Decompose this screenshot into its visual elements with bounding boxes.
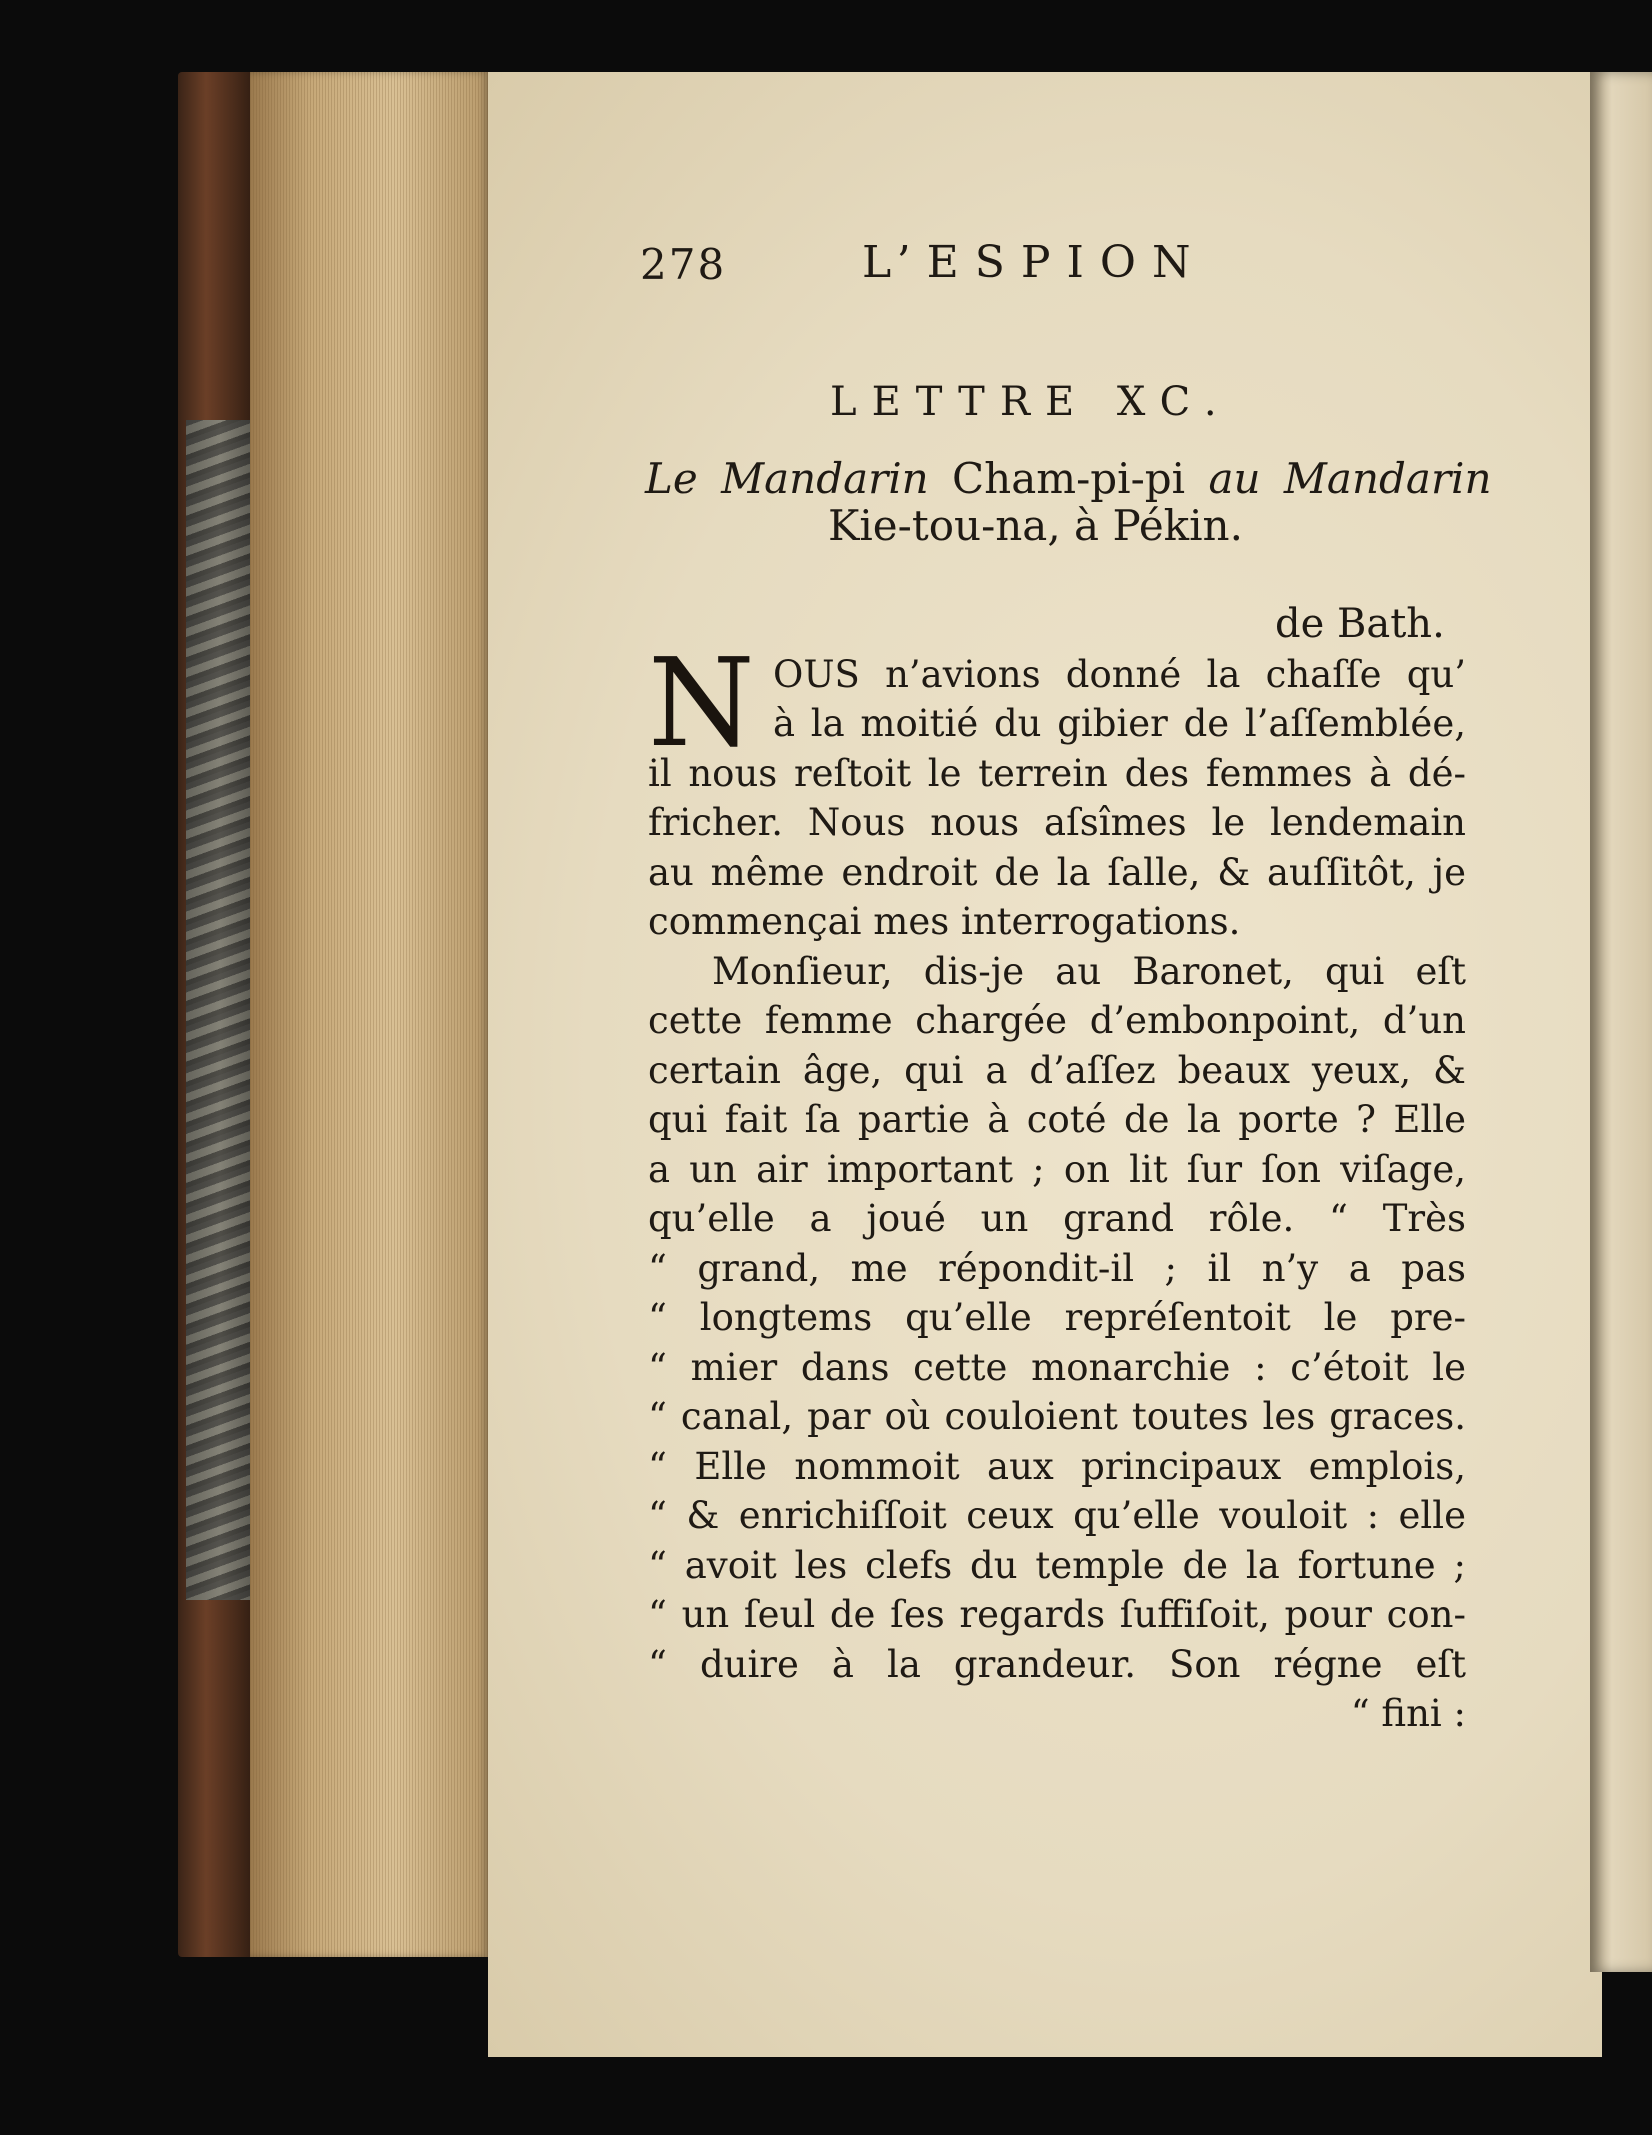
- letter-recipient-line: Kie-tou-na, à Pékin.: [828, 501, 1243, 550]
- from-prefix: Le Mandarin: [645, 454, 929, 503]
- body-line: “ un ſeul de ſes regards ſuffiſoit, pour con-: [648, 1593, 1466, 1636]
- body-line: “ avoit les clefs du temple de la fortune ;: [648, 1544, 1466, 1587]
- body-line: au même endroit de la ſalle, & auſſitôt, je: [648, 851, 1466, 894]
- facing-page-gutter: [1590, 72, 1652, 1972]
- from-name: Cham-pi-pi: [952, 454, 1186, 503]
- running-title: L’ESPION: [862, 237, 1207, 288]
- body-line: “ longtems qu’elle repréſentoit le pre-: [648, 1296, 1466, 1339]
- body-line: “ mier dans cette monarchie : c’étoit le: [648, 1346, 1466, 1389]
- body-line: à la moitié du gibier de l’aſſemblée,: [773, 702, 1466, 745]
- body-line: fricher. Nous nous aſsîmes le lendemain: [648, 801, 1466, 844]
- letter-title: LETTRE XC.: [830, 379, 1232, 425]
- drop-cap: N: [648, 632, 755, 774]
- body-line: a un air important ; on lit ſur ſon viſage,: [648, 1148, 1466, 1191]
- catchword: “ fini :: [1350, 1692, 1466, 1735]
- to-prefix: au Mandarin: [1208, 454, 1492, 503]
- page-edges: [250, 72, 490, 1957]
- body-line: qui fait ſa partie à coté de la porte ? Elle: [648, 1098, 1466, 1141]
- letter-sender-line: [645, 454, 1492, 503]
- body-line: Monſieur, dis-je au Baronet, qui eſt: [712, 950, 1466, 993]
- body-line: “ duire à la grandeur. Son régne eſt: [648, 1643, 1466, 1686]
- body-line: certain âge, qui a d’aſſez beaux yeux, &: [648, 1049, 1466, 1092]
- marbled-endpaper: [186, 420, 254, 1600]
- body-line: “ & enrichiſſoit ceux qu’elle vouloit : elle: [648, 1494, 1466, 1537]
- body-line: “ canal, par où couloient toutes les graces.: [648, 1395, 1466, 1438]
- body-line: “ grand, me répondit-il ; il n’y a pas: [648, 1247, 1466, 1290]
- letter-place: de Bath.: [1275, 601, 1445, 647]
- body-line: OUS n’avions donné la chaſſe qu’: [773, 653, 1466, 696]
- page-number: 278: [640, 240, 727, 289]
- body-line: cette femme chargée d’embonpoint, d’un: [648, 999, 1466, 1042]
- body-line: il nous reſtoit le terrein des femmes à dé-: [648, 752, 1466, 795]
- body-line: “ Elle nommoit aux principaux emplois,: [648, 1445, 1466, 1488]
- body-line: qu’elle a joué un grand rôle. “ Très: [648, 1197, 1466, 1240]
- body-line: commençai mes interrogations.: [648, 900, 1241, 943]
